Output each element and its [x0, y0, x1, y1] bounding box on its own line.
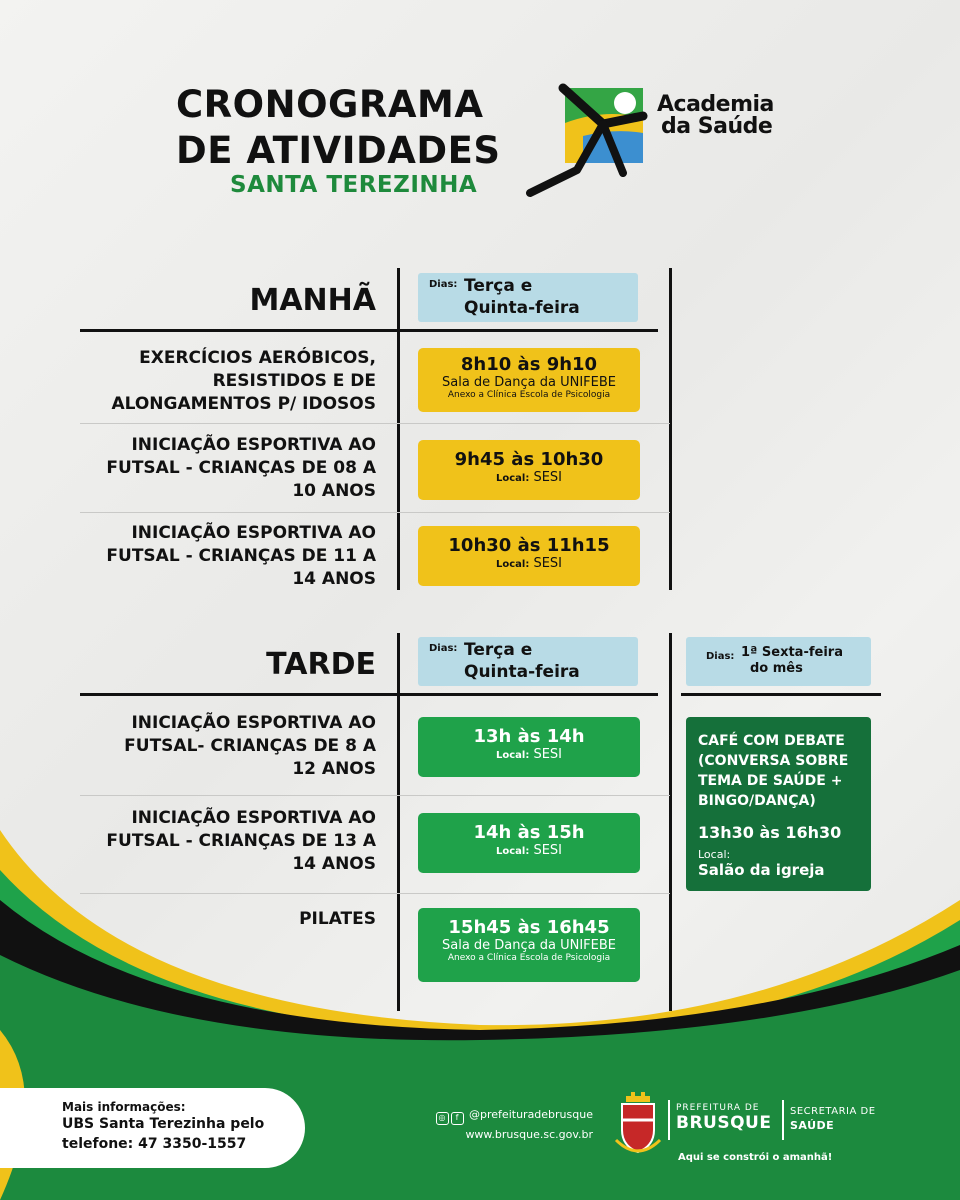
slot-note: Anexo a Clínica Escola de Psicologia [447, 390, 611, 400]
page-title [176, 82, 501, 174]
row-separator [80, 795, 670, 796]
activity-line: RESISTIDOS E DE [212, 371, 376, 391]
slot-location [418, 747, 640, 762]
activity-line: INICIAÇÃO ESPORTIVA AO [131, 435, 376, 455]
title-line-2: DE ATIVIDADES [176, 129, 501, 172]
slot-time: 8h10 às 9h10 [460, 354, 598, 375]
activity-label [46, 807, 376, 876]
location-label: Local: [495, 559, 530, 570]
days-label: Dias: [429, 279, 458, 290]
slot-time: 10h30 às 11h15 [448, 535, 610, 556]
cafe-time: 13h30 às 16h30 [698, 823, 842, 842]
activity-line: FUTSAL - CRIANÇAS DE 08 A [106, 458, 376, 478]
activity-line: EXERCÍCIOS AERÓBICOS, [139, 348, 376, 368]
activity-label [46, 908, 376, 931]
activity-line: 14 ANOS [292, 569, 376, 589]
social-handle-link[interactable]: @prefeituradebrusque [469, 1108, 593, 1121]
row-separator [80, 512, 670, 513]
instagram-icon[interactable]: ◎ [436, 1112, 449, 1125]
morning-header-rule [80, 329, 658, 332]
info-line-2: telefone: 47 3350-1557 [62, 1136, 247, 1152]
schedule-slot [418, 348, 640, 412]
slot-location: Sala de Dança da UNIFEBE [441, 375, 617, 390]
days-line-2: do mês [750, 661, 803, 676]
slogan: Aqui se constrói o amanhã! [678, 1152, 833, 1163]
activity-label [46, 347, 376, 416]
page-subtitle: SANTA TEREZINHA [230, 172, 478, 198]
activity-line: 10 ANOS [292, 481, 376, 501]
location-value: SESI [533, 556, 563, 571]
schedule-slot [418, 717, 640, 777]
morning-days-box [418, 273, 638, 322]
schedule-slot [418, 908, 640, 982]
slot-time: 15h45 às 16h45 [448, 917, 610, 938]
morning-divider-left [397, 268, 400, 590]
cafe-com-debate-card [686, 717, 871, 891]
secretaria-brand [790, 1105, 876, 1134]
logo-text-line-1: Academia [657, 92, 774, 117]
activity-line: INICIAÇÃO ESPORTIVA AO [131, 808, 376, 828]
info-card [0, 1088, 305, 1168]
afternoon-label: TARDE [266, 647, 376, 682]
social-block [418, 1105, 593, 1145]
info-line-1: UBS Santa Terezinha pelo [62, 1116, 265, 1132]
location-label: Local: [495, 846, 530, 857]
activity-label [46, 522, 376, 591]
cafe-title-line: CAFÉ COM DEBATE [698, 733, 845, 749]
pref-big: BRUSQUE [676, 1113, 772, 1133]
sec-line-2: SAÚDE [790, 1119, 835, 1132]
title-line-1: CRONOGRAMA [176, 83, 484, 126]
slot-time: 14h às 15h [473, 822, 585, 843]
activity-line: 12 ANOS [292, 759, 376, 779]
days-line-1: 1ª Sexta-feira [741, 645, 843, 660]
days-line-1: Terça e [464, 276, 533, 296]
logo-text [657, 94, 774, 138]
afternoon-days-box [418, 637, 638, 686]
cafe-title-line: (CONVERSA SOBRE [698, 753, 849, 769]
days-line-2: Quinta-feira [464, 298, 580, 318]
activity-line: INICIAÇÃO ESPORTIVA AO [131, 523, 376, 543]
cafe-title-line: TEMA DE SAÚDE + [698, 773, 843, 789]
info-title: Mais informações: [62, 1100, 186, 1114]
slot-location [418, 843, 640, 858]
afternoon-divider-right [669, 633, 672, 1011]
morning-label: MANHÃ [249, 283, 376, 318]
location-value: SESI [533, 470, 563, 485]
days-label: Dias: [706, 651, 735, 662]
facebook-icon[interactable]: f [451, 1112, 464, 1125]
pref-small: PREFEITURA DE [676, 1103, 760, 1113]
location-value: SESI [533, 843, 563, 858]
cafe-title-line: BINGO/DANÇA) [698, 793, 816, 809]
brusque-crest-icon [614, 1090, 662, 1160]
cafe-location-label: Local: [698, 848, 731, 861]
slot-time: 13h às 14h [473, 726, 585, 747]
slot-time: 9h45 às 10h30 [454, 449, 604, 470]
activity-line: PILATES [299, 909, 376, 929]
schedule-slot [418, 440, 640, 500]
days-label: Dias: [429, 643, 458, 654]
slot-location: Sala de Dança da UNIFEBE [441, 938, 617, 953]
days-line-2: Quinta-feira [464, 662, 580, 682]
slot-note: Anexo a Clínica Escola de Psicologia [447, 953, 611, 963]
row-separator [80, 893, 670, 894]
activity-label [46, 434, 376, 503]
activity-line: INICIAÇÃO ESPORTIVA AO [131, 713, 376, 733]
location-label: Local: [495, 473, 530, 484]
activity-line: FUTSAL - CRIANÇAS DE 11 A [106, 546, 376, 566]
activity-line: ALONGAMENTOS P/ IDOSOS [111, 394, 376, 414]
morning-divider-right [669, 268, 672, 590]
logo-text-line-2: da Saúde [661, 114, 773, 139]
brand-divider [668, 1100, 670, 1140]
location-label: Local: [495, 750, 530, 761]
cafe-location: Salão da igreja [698, 861, 825, 879]
activity-line: FUTSAL- CRIANÇAS DE 8 A [124, 736, 376, 756]
schedule-slot [418, 813, 640, 873]
location-value: SESI [533, 747, 563, 762]
sec-line-1: SECRETARIA DE [790, 1106, 876, 1117]
website-link[interactable]: www.brusque.sc.gov.br [465, 1128, 593, 1141]
brand-divider [782, 1100, 784, 1140]
activity-label [46, 712, 376, 781]
days-line-1: Terça e [464, 640, 533, 660]
activity-line: FUTSAL - CRIANÇAS DE 13 A [106, 831, 376, 851]
slot-location [418, 556, 640, 571]
schedule-slot [418, 526, 640, 586]
row-separator [80, 423, 670, 424]
afternoon-divider-left [397, 633, 400, 1011]
friday-days-box [686, 637, 871, 686]
prefeitura-brand [676, 1103, 771, 1133]
afternoon-header-rule-right [681, 693, 881, 696]
activity-line: 14 ANOS [292, 854, 376, 874]
afternoon-header-rule [80, 693, 658, 696]
slot-location [418, 470, 640, 485]
